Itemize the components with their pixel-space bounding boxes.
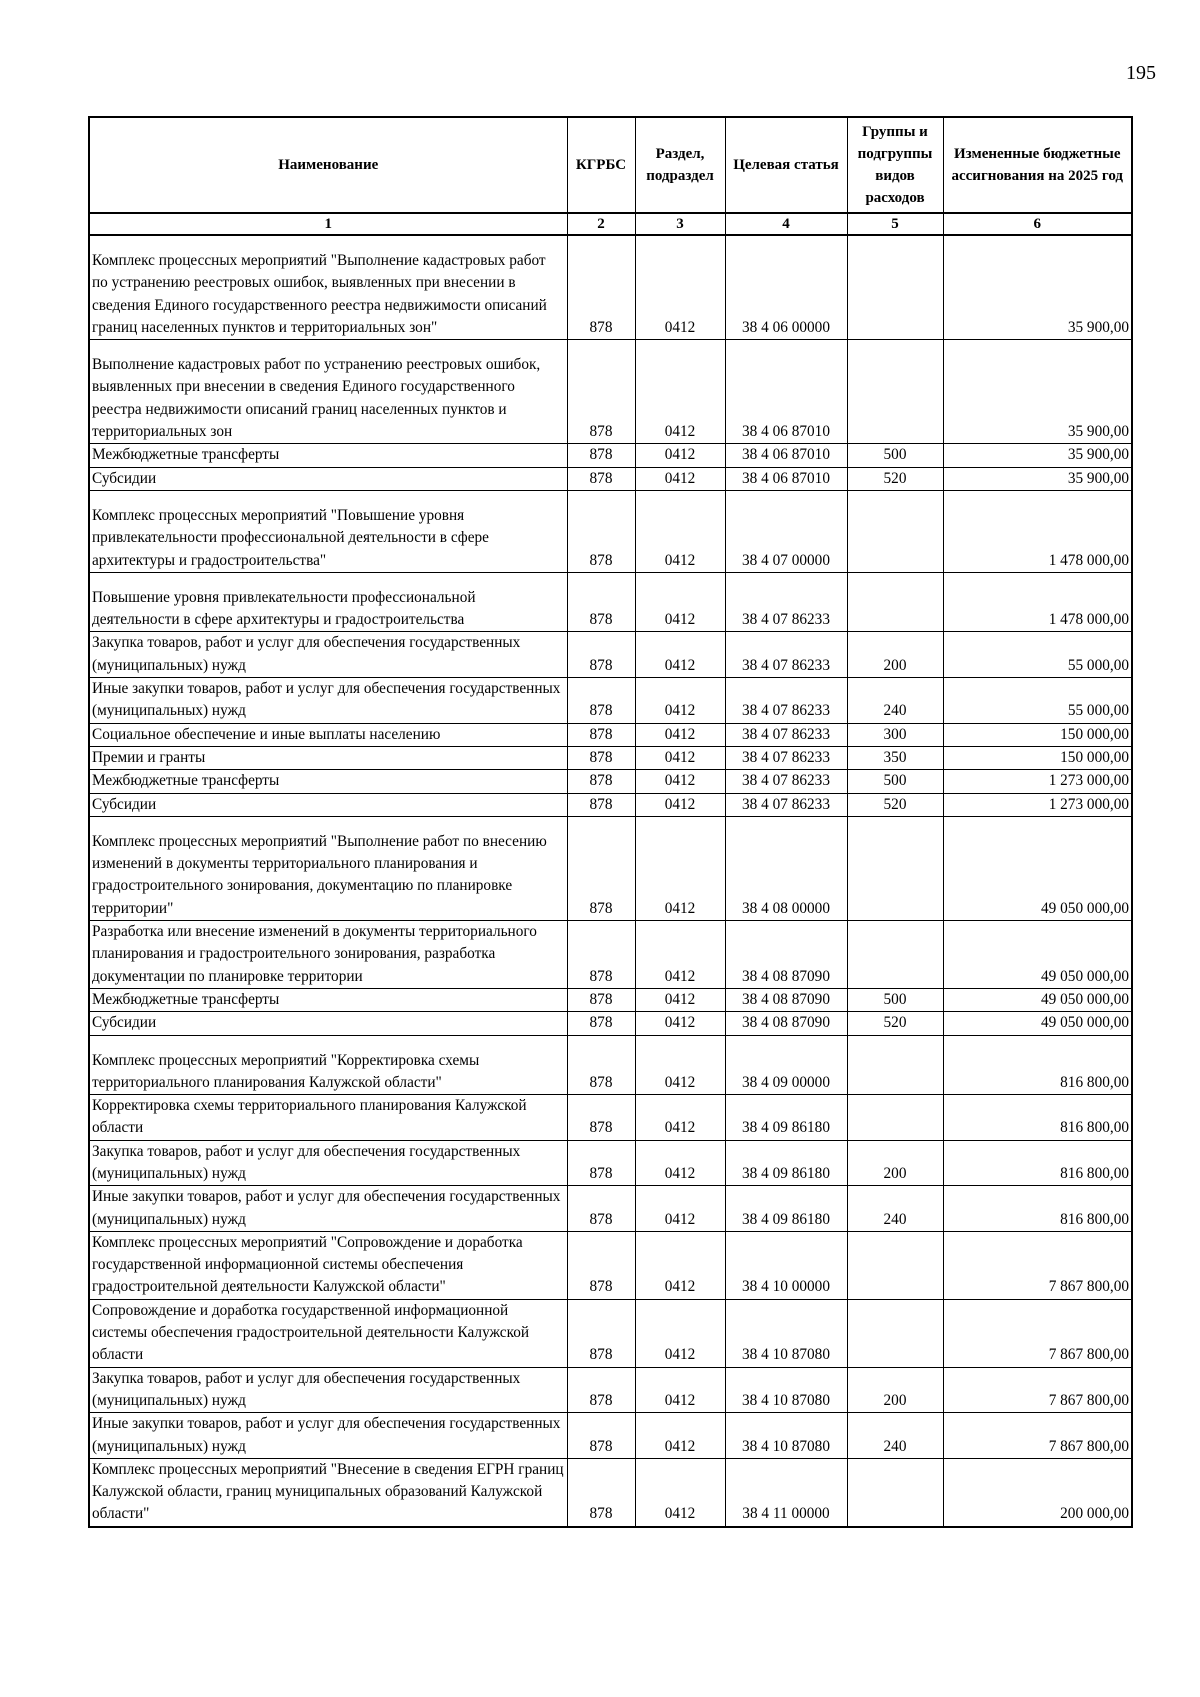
row-kgrbs-cell: 878: [567, 921, 635, 989]
row-name-cell: Иные закупки товаров, работ и услуг для обеспечения государственных (муниципальных) нужд: [89, 1413, 567, 1459]
row-section-cell: 0412: [635, 770, 725, 793]
row-target-cell: 38 4 11 00000: [725, 1458, 847, 1526]
row-group-cell: [847, 587, 943, 632]
row-name-cell: Комплекс процессных мероприятий "Повышение уровня привлекательности профессиональной деятельности в сфере архитектуры и градостроительства": [89, 505, 567, 572]
row-section-cell: 0412: [635, 250, 725, 340]
table-row: [89, 354, 1132, 444]
row-name-cell: Субсидии: [89, 1012, 567, 1035]
row-name-cell: Выполнение кадастровых работ по устранению реестровых ошибок, выявленных при внесении в сведения Единого государственного реестра недвижимости описаний границ населенных пунктов и территориальных зон: [89, 354, 567, 444]
spacer-cell: [635, 572, 725, 587]
row-kgrbs-cell: 878: [567, 1095, 635, 1141]
row-amount-cell: 7 867 800,00: [943, 1231, 1132, 1299]
spacer-cell: [725, 490, 847, 505]
spacer-cell: [89, 816, 567, 831]
row-group-cell: 520: [847, 793, 943, 816]
row-target-cell: 38 4 10 87080: [725, 1413, 847, 1459]
row-target-cell: 38 4 10 87080: [725, 1367, 847, 1413]
row-name-cell: Иные закупки товаров, работ и услуг для обеспечения государственных (муниципальных) нужд: [89, 678, 567, 724]
row-kgrbs-cell: 878: [567, 1367, 635, 1413]
header-target: Целевая статья: [725, 117, 847, 213]
row-group-cell: 240: [847, 1186, 943, 1232]
column-number-row: [89, 213, 1132, 235]
spacer-cell: [89, 490, 567, 505]
row-amount-cell: 816 800,00: [943, 1140, 1132, 1186]
row-amount-cell: 200 000,00: [943, 1458, 1132, 1526]
spacer-cell: [89, 572, 567, 587]
row-target-cell: 38 4 07 86233: [725, 587, 847, 632]
row-kgrbs-cell: 878: [567, 1231, 635, 1299]
row-section-cell: 0412: [635, 723, 725, 746]
budget-table: [88, 116, 1133, 1528]
table-row: [89, 723, 1132, 746]
row-group-cell: [847, 1299, 943, 1367]
row-section-cell: 0412: [635, 1299, 725, 1367]
row-group-cell: 240: [847, 1413, 943, 1459]
row-section-cell: 0412: [635, 746, 725, 769]
table-row: [89, 793, 1132, 816]
row-amount-cell: 1 273 000,00: [943, 770, 1132, 793]
row-name-cell: Межбюджетные трансферты: [89, 444, 567, 467]
row-section-cell: 0412: [635, 1095, 725, 1141]
row-kgrbs-cell: 878: [567, 1140, 635, 1186]
table-row: [89, 1186, 1132, 1232]
row-kgrbs-cell: 878: [567, 746, 635, 769]
row-kgrbs-cell: 878: [567, 505, 635, 572]
spacer-cell: [567, 1035, 635, 1050]
table-row: [89, 250, 1132, 340]
spacer-cell: [943, 490, 1132, 505]
row-kgrbs-cell: 878: [567, 250, 635, 340]
row-amount-cell: 816 800,00: [943, 1050, 1132, 1095]
row-kgrbs-cell: 878: [567, 1186, 635, 1232]
row-name-cell: Корректировка схемы территориального планирования Калужской области: [89, 1095, 567, 1141]
row-kgrbs-cell: 878: [567, 793, 635, 816]
table-row: [89, 1231, 1132, 1299]
spacer-cell: [847, 490, 943, 505]
spacer-cell: [943, 572, 1132, 587]
row-amount-cell: 816 800,00: [943, 1095, 1132, 1141]
row-amount-cell: 150 000,00: [943, 746, 1132, 769]
row-section-cell: 0412: [635, 587, 725, 632]
table-row: [89, 1458, 1132, 1526]
spacer-cell: [725, 340, 847, 355]
row-group-cell: [847, 505, 943, 572]
table-row: [89, 770, 1132, 793]
row-section-cell: 0412: [635, 1186, 725, 1232]
spacer-row: [89, 490, 1132, 505]
table-row: [89, 1140, 1132, 1186]
row-amount-cell: 1 273 000,00: [943, 793, 1132, 816]
spacer-row: [89, 340, 1132, 355]
row-kgrbs-cell: 878: [567, 587, 635, 632]
spacer-cell: [847, 1035, 943, 1050]
row-group-cell: [847, 921, 943, 989]
table-row: [89, 988, 1132, 1011]
row-target-cell: 38 4 07 86233: [725, 793, 847, 816]
row-group-cell: [847, 250, 943, 340]
table-row: [89, 678, 1132, 724]
row-group-cell: 520: [847, 467, 943, 490]
row-amount-cell: 35 900,00: [943, 250, 1132, 340]
row-group-cell: 500: [847, 770, 943, 793]
row-kgrbs-cell: 878: [567, 831, 635, 921]
row-group-cell: 200: [847, 1140, 943, 1186]
row-name-cell: Разработка или внесение изменений в документы территориального планирования и градостроительного зонирования, разработка документации по планировке территории: [89, 921, 567, 989]
row-group-cell: 200: [847, 632, 943, 678]
row-group-cell: [847, 1095, 943, 1141]
row-section-cell: 0412: [635, 1140, 725, 1186]
row-amount-cell: 7 867 800,00: [943, 1299, 1132, 1367]
row-target-cell: 38 4 08 87090: [725, 1012, 847, 1035]
row-amount-cell: 150 000,00: [943, 723, 1132, 746]
row-name-cell: Межбюджетные трансферты: [89, 770, 567, 793]
row-section-cell: 0412: [635, 831, 725, 921]
row-section-cell: 0412: [635, 988, 725, 1011]
row-target-cell: 38 4 07 86233: [725, 723, 847, 746]
row-section-cell: 0412: [635, 505, 725, 572]
table-row: [89, 505, 1132, 572]
page-number: 195: [1126, 62, 1156, 84]
spacer-row: [89, 235, 1132, 250]
row-amount-cell: 55 000,00: [943, 632, 1132, 678]
row-name-cell: Закупка товаров, работ и услуг для обеспечения государственных (муниципальных) нужд: [89, 1367, 567, 1413]
spacer-cell: [725, 1035, 847, 1050]
row-target-cell: 38 4 08 87090: [725, 988, 847, 1011]
row-kgrbs-cell: 878: [567, 1458, 635, 1526]
row-section-cell: 0412: [635, 1413, 725, 1459]
row-amount-cell: 49 050 000,00: [943, 1012, 1132, 1035]
header-kgrbs: КГРБС: [567, 117, 635, 213]
table-row: [89, 444, 1132, 467]
row-kgrbs-cell: 878: [567, 444, 635, 467]
row-section-cell: 0412: [635, 1012, 725, 1035]
row-group-cell: [847, 354, 943, 444]
spacer-cell: [943, 816, 1132, 831]
row-kgrbs-cell: 878: [567, 467, 635, 490]
table-row: [89, 1012, 1132, 1035]
row-kgrbs-cell: 878: [567, 723, 635, 746]
row-name-cell: Повышение уровня привлекательности профессиональной деятельности в сфере архитектуры и градостроительства: [89, 587, 567, 632]
row-target-cell: 38 4 06 00000: [725, 250, 847, 340]
row-amount-cell: 49 050 000,00: [943, 921, 1132, 989]
table-row: [89, 1095, 1132, 1141]
row-target-cell: 38 4 06 87010: [725, 444, 847, 467]
spacer-row: [89, 816, 1132, 831]
row-amount-cell: 816 800,00: [943, 1186, 1132, 1232]
table-row: [89, 746, 1132, 769]
row-group-cell: 350: [847, 746, 943, 769]
row-target-cell: 38 4 09 00000: [725, 1050, 847, 1095]
spacer-cell: [567, 490, 635, 505]
row-target-cell: 38 4 07 86233: [725, 746, 847, 769]
spacer-cell: [635, 1035, 725, 1050]
table-row: [89, 587, 1132, 632]
spacer-cell: [567, 816, 635, 831]
row-section-cell: 0412: [635, 793, 725, 816]
spacer-cell: [567, 340, 635, 355]
row-amount-cell: 1 478 000,00: [943, 505, 1132, 572]
spacer-cell: [89, 235, 567, 250]
header-groups: Группы и подгруппы видов расходов: [847, 117, 943, 213]
spacer-cell: [635, 490, 725, 505]
table-row: [89, 632, 1132, 678]
row-section-cell: 0412: [635, 632, 725, 678]
row-target-cell: 38 4 08 87090: [725, 921, 847, 989]
row-section-cell: 0412: [635, 1050, 725, 1095]
row-group-cell: 500: [847, 444, 943, 467]
row-section-cell: 0412: [635, 921, 725, 989]
table-row: [89, 1050, 1132, 1095]
table-row: [89, 1367, 1132, 1413]
row-name-cell: Закупка товаров, работ и услуг для обеспечения государственных (муниципальных) нужд: [89, 1140, 567, 1186]
row-group-cell: 240: [847, 678, 943, 724]
row-group-cell: 520: [847, 1012, 943, 1035]
row-target-cell: 38 4 10 87080: [725, 1299, 847, 1367]
row-target-cell: 38 4 06 87010: [725, 354, 847, 444]
row-section-cell: 0412: [635, 1231, 725, 1299]
table-header-row: [89, 117, 1132, 213]
row-kgrbs-cell: 878: [567, 988, 635, 1011]
row-name-cell: Комплекс процессных мероприятий "Сопровождение и доработка государственной информационной системы обеспечения градостроительной деятельности Калужской области": [89, 1231, 567, 1299]
row-amount-cell: 49 050 000,00: [943, 831, 1132, 921]
row-section-cell: 0412: [635, 678, 725, 724]
row-amount-cell: 49 050 000,00: [943, 988, 1132, 1011]
header-section: Раздел, подраздел: [635, 117, 725, 213]
spacer-cell: [567, 572, 635, 587]
row-name-cell: Комплекс процессных мероприятий "Выполнение кадастровых работ по устранению реестровых ошибок, выявленных при внесении в сведения Единого государственного реестра недвижимости описаний границ населенных пунктов и территориальных зон": [89, 250, 567, 340]
spacer-cell: [89, 1035, 567, 1050]
column-number: 6: [943, 213, 1132, 235]
row-amount-cell: 55 000,00: [943, 678, 1132, 724]
spacer-cell: [635, 235, 725, 250]
row-group-cell: [847, 1231, 943, 1299]
table-row: [89, 1299, 1132, 1367]
spacer-cell: [635, 816, 725, 831]
spacer-cell: [847, 816, 943, 831]
spacer-cell: [725, 235, 847, 250]
row-section-cell: 0412: [635, 1458, 725, 1526]
header-amount: Измененные бюджетные ассигнования на 2025 год: [943, 117, 1132, 213]
row-section-cell: 0412: [635, 467, 725, 490]
row-section-cell: 0412: [635, 354, 725, 444]
spacer-cell: [847, 340, 943, 355]
row-target-cell: 38 4 06 87010: [725, 467, 847, 490]
row-target-cell: 38 4 07 86233: [725, 770, 847, 793]
column-number: 2: [567, 213, 635, 235]
spacer-cell: [725, 816, 847, 831]
row-group-cell: 500: [847, 988, 943, 1011]
spacer-cell: [567, 235, 635, 250]
row-group-cell: 300: [847, 723, 943, 746]
table-row: [89, 831, 1132, 921]
spacer-cell: [847, 235, 943, 250]
row-name-cell: Иные закупки товаров, работ и услуг для обеспечения государственных (муниципальных) нужд: [89, 1186, 567, 1232]
row-group-cell: [847, 831, 943, 921]
row-amount-cell: 7 867 800,00: [943, 1413, 1132, 1459]
spacer-row: [89, 572, 1132, 587]
row-name-cell: Закупка товаров, работ и услуг для обеспечения государственных (муниципальных) нужд: [89, 632, 567, 678]
row-name-cell: Субсидии: [89, 793, 567, 816]
row-name-cell: Комплекс процессных мероприятий "Внесение в сведения ЕГРН границ Калужской области, границ муниципальных образований Калужской области": [89, 1458, 567, 1526]
spacer-cell: [635, 340, 725, 355]
spacer-cell: [847, 572, 943, 587]
spacer-cell: [943, 1035, 1132, 1050]
spacer-cell: [943, 340, 1132, 355]
table-row: [89, 921, 1132, 989]
row-target-cell: 38 4 08 00000: [725, 831, 847, 921]
row-kgrbs-cell: 878: [567, 1050, 635, 1095]
row-target-cell: 38 4 07 86233: [725, 632, 847, 678]
row-name-cell: Комплекс процессных мероприятий "Корректировка схемы территориального планирования Калужской области": [89, 1050, 567, 1095]
row-group-cell: [847, 1050, 943, 1095]
table-row: [89, 467, 1132, 490]
row-kgrbs-cell: 878: [567, 632, 635, 678]
row-kgrbs-cell: 878: [567, 1299, 635, 1367]
row-kgrbs-cell: 878: [567, 1413, 635, 1459]
row-kgrbs-cell: 878: [567, 1012, 635, 1035]
row-target-cell: 38 4 09 86180: [725, 1140, 847, 1186]
row-target-cell: 38 4 10 00000: [725, 1231, 847, 1299]
row-group-cell: [847, 1458, 943, 1526]
table-body: [89, 235, 1132, 1527]
row-name-cell: Социальное обеспечение и иные выплаты населению: [89, 723, 567, 746]
row-kgrbs-cell: 878: [567, 770, 635, 793]
header-name: Наименование: [89, 117, 567, 213]
row-section-cell: 0412: [635, 444, 725, 467]
row-target-cell: 38 4 09 86180: [725, 1095, 847, 1141]
spacer-cell: [725, 572, 847, 587]
row-group-cell: 200: [847, 1367, 943, 1413]
table-row: [89, 1413, 1132, 1459]
row-kgrbs-cell: 878: [567, 678, 635, 724]
row-name-cell: Премии и гранты: [89, 746, 567, 769]
row-amount-cell: 1 478 000,00: [943, 587, 1132, 632]
row-name-cell: Сопровождение и доработка государственной информационной системы обеспечения градостроительной деятельности Калужской области: [89, 1299, 567, 1367]
row-amount-cell: 35 900,00: [943, 354, 1132, 444]
column-number: 1: [89, 213, 567, 235]
row-name-cell: Комплекс процессных мероприятий "Выполнение работ по внесению изменений в документы территориального планирования и градостроительного зонирования, документацию по планировке территории": [89, 831, 567, 921]
row-amount-cell: 35 900,00: [943, 467, 1132, 490]
row-section-cell: 0412: [635, 1367, 725, 1413]
spacer-row: [89, 1035, 1132, 1050]
column-number: 5: [847, 213, 943, 235]
row-name-cell: Субсидии: [89, 467, 567, 490]
row-target-cell: 38 4 07 86233: [725, 678, 847, 724]
spacer-cell: [943, 235, 1132, 250]
column-number: 4: [725, 213, 847, 235]
row-target-cell: 38 4 09 86180: [725, 1186, 847, 1232]
column-number: 3: [635, 213, 725, 235]
row-name-cell: Межбюджетные трансферты: [89, 988, 567, 1011]
row-kgrbs-cell: 878: [567, 354, 635, 444]
row-target-cell: 38 4 07 00000: [725, 505, 847, 572]
spacer-cell: [89, 340, 567, 355]
row-amount-cell: 35 900,00: [943, 444, 1132, 467]
row-amount-cell: 7 867 800,00: [943, 1367, 1132, 1413]
